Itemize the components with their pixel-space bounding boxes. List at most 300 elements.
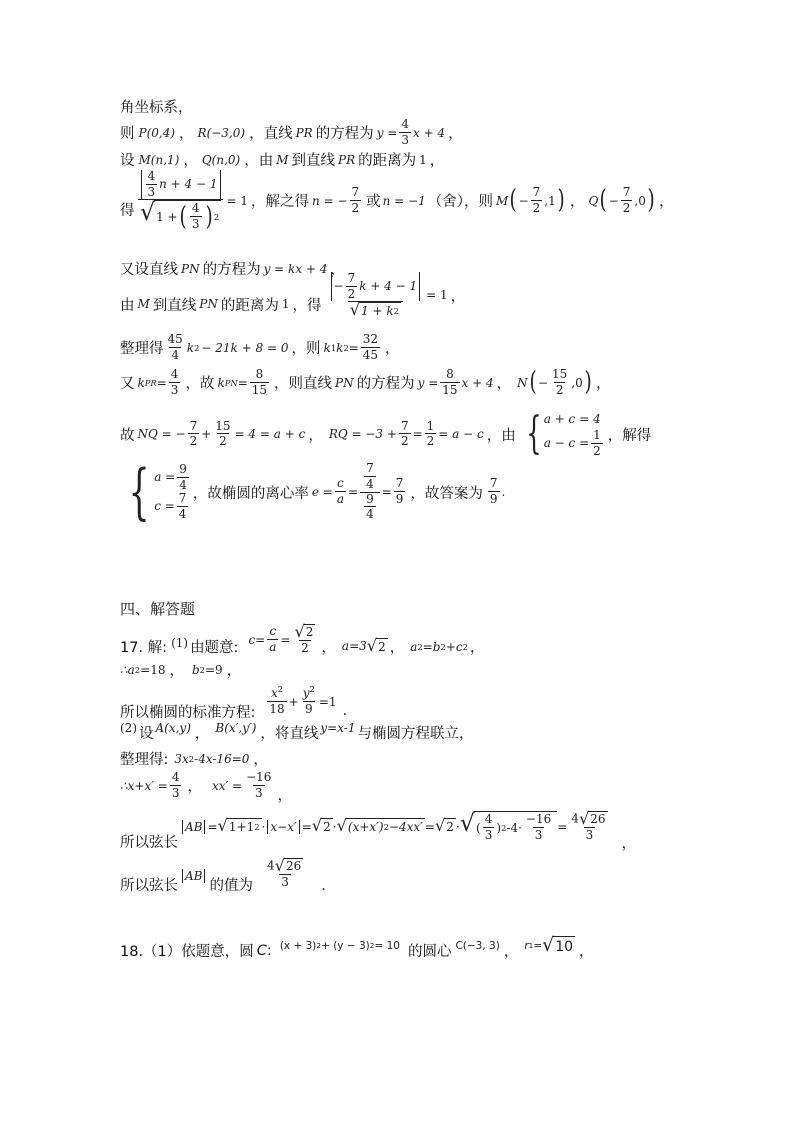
abs-value xyxy=(182,820,205,834)
math: PN xyxy=(199,297,218,312)
numerator: 7 xyxy=(351,185,360,200)
math: AB xyxy=(185,819,203,834)
sqrt xyxy=(542,936,575,955)
sqrt xyxy=(294,621,315,641)
math: b 2 =9 xyxy=(191,662,223,677)
math: c= xyxy=(248,632,266,647)
math: = xyxy=(348,485,359,499)
math: n = − xyxy=(312,193,348,208)
abs-value xyxy=(141,170,221,199)
text-line xyxy=(120,852,336,895)
fraction xyxy=(213,420,232,449)
math: (x + 3) 2 + (y − 3) 2 = 10 xyxy=(279,939,400,952)
fraction xyxy=(350,186,362,215)
radicand: 1 + k 2 xyxy=(361,304,399,319)
math: xx′ = xyxy=(211,778,243,793)
abs-value xyxy=(182,869,205,883)
paren: ) xyxy=(496,820,502,835)
math: c = xyxy=(154,499,175,513)
text-line xyxy=(120,659,241,680)
math: ∴a xyxy=(120,662,135,677)
denominator: 9 xyxy=(395,492,404,507)
text: 17. 解: xyxy=(120,640,168,656)
text: ，直线 xyxy=(249,126,293,143)
text-line xyxy=(120,272,465,319)
denominator: 3 xyxy=(147,184,156,199)
math: − xyxy=(537,375,548,390)
fraction xyxy=(531,186,543,215)
math: −4xx′ xyxy=(388,820,423,835)
equation xyxy=(154,463,191,492)
text: 故 xyxy=(120,427,135,444)
fraction xyxy=(425,420,437,449)
math xyxy=(120,771,183,800)
math: (x+x′) xyxy=(347,820,384,835)
radical-sign: √ xyxy=(366,636,378,656)
denominator: 2 xyxy=(347,286,356,301)
paren: ( xyxy=(179,200,187,232)
math: y = xyxy=(417,375,439,390)
text: ，由 xyxy=(244,153,274,169)
text: 到直线 xyxy=(152,297,197,314)
denominator: 3 xyxy=(534,827,543,842)
numerator: −16 xyxy=(525,811,552,826)
text: 的距离为 xyxy=(220,297,279,314)
fraction xyxy=(188,420,200,449)
text-line xyxy=(120,170,674,231)
numerator xyxy=(269,683,285,701)
text: 的方程为 xyxy=(315,126,374,143)
numerator: 4 xyxy=(401,117,409,131)
text-line xyxy=(120,149,444,170)
numerator: 1 xyxy=(593,428,601,443)
text: ， xyxy=(321,640,336,656)
text: 的圆心 xyxy=(407,944,452,960)
equation xyxy=(544,429,605,458)
text: ， xyxy=(596,376,611,393)
fraction xyxy=(244,771,273,800)
sqrt xyxy=(140,200,221,231)
text: ， xyxy=(330,262,345,278)
denominator: 9 xyxy=(489,492,498,507)
math: k 1 k 2 = $\frac{32}{45}$ xyxy=(323,332,379,362)
sqrt xyxy=(274,855,304,875)
text-line xyxy=(120,118,463,147)
math: M xyxy=(496,193,509,208)
math: k xyxy=(323,340,331,355)
fraction xyxy=(361,333,380,362)
denominator: 45 xyxy=(362,347,379,362)
denominator: 2 xyxy=(189,434,198,449)
text: ， xyxy=(183,153,198,169)
text: ，解之得 xyxy=(251,194,310,211)
math: $\frac{45}{4}$ k 2 − 21k + 8 = 0 xyxy=(167,332,289,362)
fraction xyxy=(394,477,406,506)
denominator: 2 xyxy=(351,200,360,215)
math xyxy=(312,186,363,215)
math: PN xyxy=(335,375,354,390)
denominator: 3 xyxy=(191,216,200,231)
fraction xyxy=(267,683,286,716)
math: · xyxy=(455,819,460,834)
math: = 1 xyxy=(426,288,448,303)
math: =18 xyxy=(140,662,166,677)
numerator: 1 xyxy=(426,418,435,433)
denominator: 3 xyxy=(170,382,179,397)
fraction xyxy=(146,170,158,199)
fraction xyxy=(550,368,569,397)
text-line xyxy=(120,96,193,117)
math: ∴x+x′ = xyxy=(120,778,168,793)
text: 得 xyxy=(120,203,135,220)
numerator: 7 xyxy=(347,271,356,285)
numerator: c xyxy=(269,623,277,638)
math: ,1 xyxy=(544,193,556,208)
denominator xyxy=(348,301,403,318)
math: =b xyxy=(422,639,441,654)
text: 设 xyxy=(120,153,135,169)
radical-sign: √ xyxy=(311,816,323,836)
numerator: 7 xyxy=(395,476,404,491)
fraction xyxy=(364,493,376,522)
fraction xyxy=(364,462,376,491)
math: b xyxy=(191,662,200,677)
math: + xyxy=(201,427,212,442)
paren: ( xyxy=(529,366,537,398)
equation-system xyxy=(544,410,605,458)
math: -4x-16=0 xyxy=(194,751,250,766)
text-line xyxy=(120,457,506,527)
denominator xyxy=(360,492,380,522)
radicand: ( $\frac{4}{3}$ ) 2 -4· $\frac{-16}{3}$ xyxy=(474,811,557,842)
math: =1 xyxy=(318,694,337,709)
math: k xyxy=(186,340,195,355)
text: ，故椭圆的离心率 xyxy=(192,485,309,502)
math: + xyxy=(288,694,299,709)
math: B(x′,y′) xyxy=(215,720,257,735)
text-line xyxy=(120,410,651,458)
math: a 2 =b 2 +c 2 xyxy=(410,639,468,654)
numerator xyxy=(327,272,425,301)
denominator: 2 xyxy=(593,443,601,458)
math: y = kx + 4 xyxy=(263,261,328,276)
math xyxy=(520,410,605,458)
paren: ) xyxy=(584,366,592,398)
fraction xyxy=(190,202,202,231)
math: M(n,1) xyxy=(138,152,180,167)
math: N xyxy=(517,375,528,390)
text: ， xyxy=(579,944,594,960)
sqrt xyxy=(337,818,425,834)
math: y = xyxy=(376,125,398,140)
denominator: 4 xyxy=(178,506,187,521)
denominator: 15 xyxy=(442,382,458,397)
math: ,0 xyxy=(634,193,646,208)
sqrt xyxy=(312,818,333,834)
numerator: 15 xyxy=(215,418,231,433)
math xyxy=(496,186,566,215)
denominator: 3 xyxy=(484,827,493,842)
denominator xyxy=(138,199,223,231)
numerator: 45 xyxy=(167,332,183,346)
math: ,0 xyxy=(571,375,583,390)
section-title-text: 四、解答题 xyxy=(120,600,196,618)
math: e = xyxy=(311,485,333,499)
math: NQ = − xyxy=(137,427,186,442)
math: x + 4 xyxy=(461,375,494,390)
math: (1) xyxy=(171,635,189,650)
denominator: 15 xyxy=(251,382,268,397)
math xyxy=(180,869,207,883)
text: ， xyxy=(179,126,194,143)
math: 1 + xyxy=(156,209,178,224)
radical-sign: √ xyxy=(217,816,228,836)
math: AB xyxy=(185,868,203,883)
math: = xyxy=(207,819,218,834)
math xyxy=(329,420,484,449)
fraction xyxy=(569,808,609,843)
math: = xyxy=(557,819,568,834)
math: A(x,y) xyxy=(155,720,191,735)
math: Q(n,0) xyxy=(201,152,241,167)
fraction xyxy=(301,683,317,716)
math: − xyxy=(518,193,529,208)
denominator: 2 xyxy=(301,640,309,655)
math: r 1 = √ 10 xyxy=(524,934,574,957)
sqrt xyxy=(350,302,401,318)
math xyxy=(120,457,191,527)
math: = 1 xyxy=(226,193,249,208)
math: · xyxy=(261,819,266,834)
text: 的方程为 xyxy=(202,262,261,278)
text: ， xyxy=(187,779,202,795)
numerator: 9 xyxy=(366,491,374,506)
math: k xyxy=(336,340,344,355)
denominator: 2 xyxy=(555,382,564,397)
numerator: 15 xyxy=(552,367,568,381)
math xyxy=(135,170,249,231)
paren: ) xyxy=(557,184,565,216)
math: = xyxy=(424,819,435,834)
math xyxy=(589,186,657,215)
text: 由题意: xyxy=(190,640,239,656)
math: = xyxy=(381,485,392,499)
math: = xyxy=(237,375,248,390)
denominator: 3 xyxy=(171,785,180,800)
denominator: 9 xyxy=(304,701,313,716)
text: 整理得 xyxy=(120,341,164,358)
math: k PR = $\frac{4}{3}$ xyxy=(137,367,179,397)
radicand: 2 xyxy=(376,638,388,654)
math: a xyxy=(410,639,418,654)
text: ， xyxy=(570,194,585,211)
text: ，故答案为 xyxy=(410,485,483,502)
math xyxy=(312,462,408,521)
math: RQ = −3 + xyxy=(328,427,397,442)
fraction xyxy=(177,492,189,521)
equation xyxy=(154,492,191,521)
fraction xyxy=(250,368,269,397)
math xyxy=(212,771,275,800)
fraction xyxy=(267,625,278,654)
fraction xyxy=(360,462,380,521)
radical-sign: √ xyxy=(274,855,285,875)
left-brace: { xyxy=(526,408,542,460)
numerator: 8 xyxy=(255,367,264,381)
radical-sign: √ xyxy=(578,808,590,828)
text-line xyxy=(120,333,400,362)
exponent: 2 xyxy=(309,683,315,694)
math: k PN = $\frac{8}{15}$ xyxy=(217,367,268,397)
text: 18.（1）依题意，圆 xyxy=(120,944,254,960)
denominator: 3 xyxy=(254,785,263,800)
text: ， xyxy=(450,288,466,305)
math: . xyxy=(501,485,506,499)
math: +c xyxy=(445,639,463,654)
math: = a − c xyxy=(438,427,484,442)
numerator: 9 xyxy=(179,461,187,476)
math: a=3 xyxy=(341,639,367,654)
numerator: 4 xyxy=(171,769,180,784)
math: M xyxy=(137,297,150,312)
text-line xyxy=(120,368,611,397)
fraction xyxy=(265,855,305,890)
denominator: 3 xyxy=(401,132,409,147)
text: 或 xyxy=(366,194,381,211)
text-line xyxy=(120,681,357,722)
math: = xyxy=(280,632,291,647)
text: ， xyxy=(503,944,519,960)
text: 又 xyxy=(120,376,135,393)
text: ，将直线 xyxy=(260,726,319,742)
paren: ( xyxy=(509,184,518,216)
math: = xyxy=(301,819,312,834)
radicand: 26 xyxy=(590,811,606,826)
text: ，由 xyxy=(486,427,516,444)
math: 1 xyxy=(281,297,290,312)
text: 所以弦长 xyxy=(120,878,178,894)
math: r xyxy=(524,939,529,952)
denominator: 2 xyxy=(219,434,227,449)
denominator: 2 xyxy=(400,434,409,449)
abs-value xyxy=(267,820,299,834)
numerator xyxy=(265,855,305,875)
equation-system xyxy=(154,463,191,521)
radical-sign: √ xyxy=(349,300,361,320)
text: ， xyxy=(659,194,674,211)
text-line xyxy=(120,722,473,743)
numerator: 32 xyxy=(362,332,379,346)
denominator: 2 xyxy=(426,434,435,449)
math xyxy=(418,368,494,397)
numerator xyxy=(360,462,380,491)
text: 的方程为 xyxy=(356,376,415,393)
fraction xyxy=(170,771,182,800)
abs-value xyxy=(331,272,421,301)
math xyxy=(138,420,306,449)
text: ． xyxy=(342,703,358,719)
math: a + c = 4 xyxy=(543,412,601,426)
fraction xyxy=(335,477,346,506)
text: ，则 xyxy=(291,341,321,358)
numerator: 4 xyxy=(191,201,200,216)
math: k + 4 − 1 xyxy=(359,278,418,293)
radicand: 2 xyxy=(444,818,456,834)
math: = xyxy=(156,375,167,390)
sqrt xyxy=(578,808,608,828)
radical-sign: √ xyxy=(139,198,156,227)
text: 的距离为 xyxy=(358,153,417,169)
text: ． xyxy=(321,878,336,894)
math: = xyxy=(412,427,423,442)
text: 角坐标系， xyxy=(120,100,193,116)
radicand: 2 xyxy=(305,624,314,639)
math xyxy=(180,808,612,843)
text: ， xyxy=(253,752,268,768)
denominator: a xyxy=(269,639,277,654)
text: : xyxy=(266,942,272,959)
text: ， xyxy=(448,126,463,143)
math xyxy=(263,855,307,890)
numerator: 7 xyxy=(178,491,187,505)
math: 4 xyxy=(266,858,275,873)
fraction xyxy=(524,813,553,842)
radicand: 26 xyxy=(285,858,302,873)
numerator xyxy=(301,683,317,701)
radical-sign: √ xyxy=(336,816,347,836)
text: ， xyxy=(194,726,210,742)
numerator xyxy=(292,621,317,641)
math: y=x-1 xyxy=(320,720,356,735)
numerator: 7 xyxy=(366,461,374,476)
denominator: 2 xyxy=(532,200,541,215)
math: − xyxy=(608,193,619,208)
fraction xyxy=(169,368,181,397)
math: + (y − 3) xyxy=(321,939,370,952)
math xyxy=(342,638,388,654)
denominator: 3 xyxy=(585,827,594,842)
math: · xyxy=(332,819,337,834)
text: ，解得 xyxy=(607,427,652,444)
math: − 21k + 8 = 0 xyxy=(201,340,289,355)
math: k xyxy=(137,375,145,390)
denominator: 4 xyxy=(179,477,187,492)
math: PR xyxy=(295,125,313,140)
numerator: 7 xyxy=(532,185,541,200)
text: 所以弦长 xyxy=(120,835,178,851)
denominator: 18 xyxy=(269,701,285,716)
math: 1+1 xyxy=(228,820,255,835)
text: ， xyxy=(389,640,405,656)
text: ， xyxy=(429,153,445,169)
fraction xyxy=(166,333,185,362)
text: ， xyxy=(385,341,400,358)
text: 到直线 xyxy=(291,153,336,169)
text: ， xyxy=(226,663,242,679)
numerator: −16 xyxy=(246,769,272,784)
numerator xyxy=(137,170,225,199)
numerator: 4 xyxy=(147,169,156,183)
fraction xyxy=(327,272,425,319)
denominator: 4 xyxy=(366,507,374,522)
math: k xyxy=(217,375,225,390)
numerator: 4 xyxy=(484,811,493,826)
text: 的值为 xyxy=(209,878,253,894)
radicand: 1+1 2 xyxy=(227,818,262,834)
numerator: 4 xyxy=(170,367,179,381)
math: C xyxy=(256,942,267,959)
fraction xyxy=(591,429,603,458)
